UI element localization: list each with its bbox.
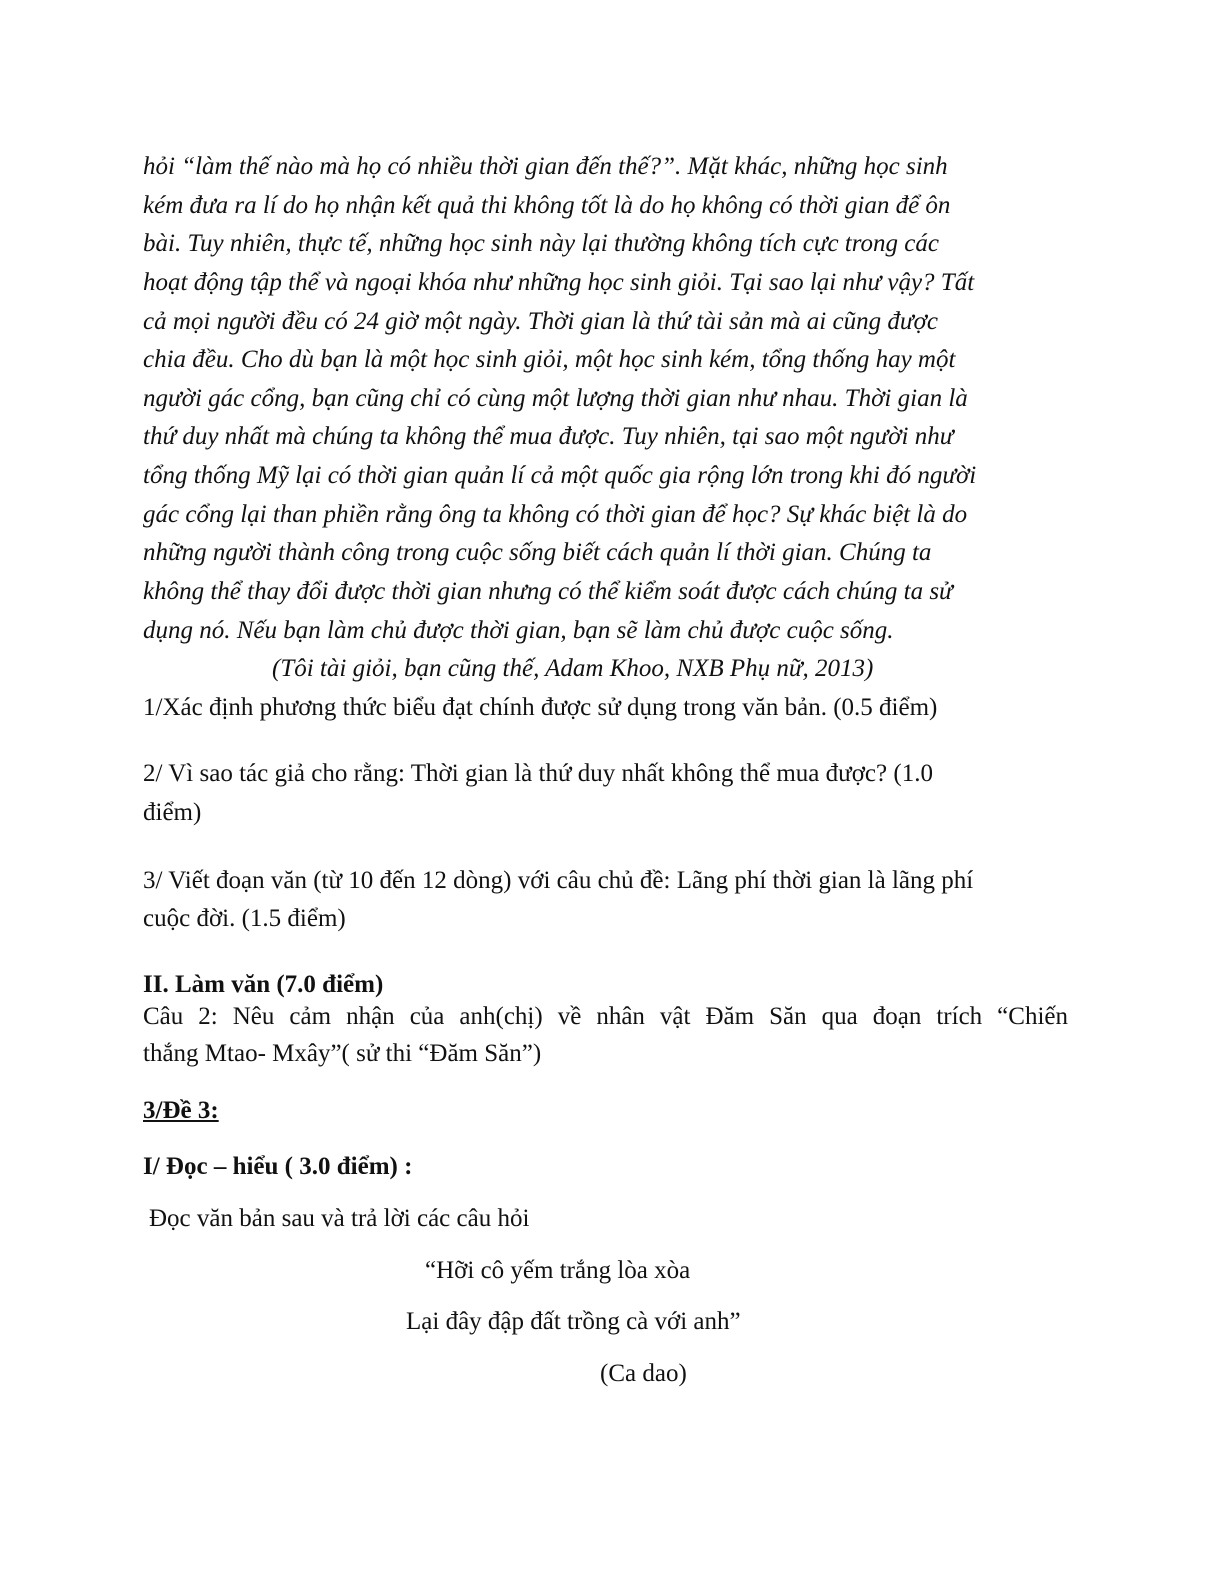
poem-line: Lại đây đập đất trồng cà với anh” — [406, 1308, 741, 1335]
passage-line: bài. Tuy nhiên, thực tế, những học sinh này lại thường không tích cực trong các — [143, 230, 939, 257]
passage-source: (Tôi tài giỏi, bạn cũng thế, Adam Khoo, NXB Phụ nữ, 2013) — [272, 655, 874, 682]
question-2-cont: điểm) — [143, 799, 202, 826]
passage-line: những người thành công trong cuộc sống biết cách quản lí thời gian. Chúng ta — [143, 539, 932, 566]
passage-line: dụng nó. Nếu bạn làm chủ được thời gian, bạn sẽ làm chủ được cuộc sống. — [143, 617, 894, 644]
passage-line: hoạt động tập thể và ngoại khóa như những học sinh giỏi. Tại sao lại như vậy? Tất — [143, 269, 975, 296]
passage-line: không thể thay đổi được thời gian nhưng có thể kiểm soát được cách chúng ta sử — [143, 578, 953, 605]
question-3: 3/ Viết đoạn văn (từ 10 đến 12 dòng) với câu chủ đề: Lãng phí thời gian là lãng phí — [143, 867, 974, 894]
reading-instruction: Đọc văn bản sau và trả lời các câu hỏi — [149, 1205, 530, 1232]
cau-2-line: Câu 2: Nêu cảm nhận của anh(chị) về nhân vật Đăm Săn qua đoạn trích “Chiến — [143, 1003, 1068, 1030]
passage-line: người gác cổng, bạn cũng chỉ có cùng một lượng thời gian như nhau. Thời gian là — [143, 385, 968, 412]
poem-source: (Ca dao) — [600, 1360, 687, 1387]
passage-line: tổng thống Mỹ lại có thời gian quản lí cả một quốc gia rộng lớn trong khi đó người — [143, 462, 977, 489]
section-heading-lam-van: II. Làm văn (7.0 điểm) — [143, 971, 384, 998]
poem-line: “Hỡi cô yếm trắng lòa xòa — [425, 1257, 691, 1284]
question-1: 1/Xác định phương thức biểu đạt chính được sử dụng trong văn bản. (0.5 điểm) — [143, 694, 938, 721]
reading-section-heading: I/ Đọc – hiểu ( 3.0 điểm) : — [143, 1153, 413, 1180]
question-3-cont: cuộc đời. (1.5 điểm) — [143, 905, 346, 932]
passage-line: chia đều. Cho dù bạn là một học sinh giỏi, một học sinh kém, tổng thống hay một — [143, 346, 956, 373]
passage-line: gác cổng lại than phiền rằng ông ta không có thời gian để học? Sự khác biệt là do — [143, 501, 968, 528]
cau-2-line-cont: thắng Mtao- Mxây”( sử thi “Đăm Săn”) — [143, 1040, 542, 1067]
exam-3-heading: 3/Đề 3: — [143, 1097, 219, 1124]
passage-line: kém đưa ra lí do họ nhận kết quả thi không tốt là do họ không có thời gian để ôn — [143, 192, 951, 219]
passage-line: hỏi “làm thế nào mà họ có nhiều thời gian đến thế?”. Mặt khác, những học sinh — [143, 153, 948, 180]
question-2: 2/ Vì sao tác giả cho rằng: Thời gian là thứ duy nhất không thể mua được? (1.0 — [143, 760, 933, 787]
passage-line: cả mọi người đều có 24 giờ một ngày. Thời gian là thứ tài sản mà ai cũng được — [143, 308, 938, 335]
passage-line: thứ duy nhất mà chúng ta không thể mua được. Tuy nhiên, tại sao một người như — [143, 423, 954, 450]
